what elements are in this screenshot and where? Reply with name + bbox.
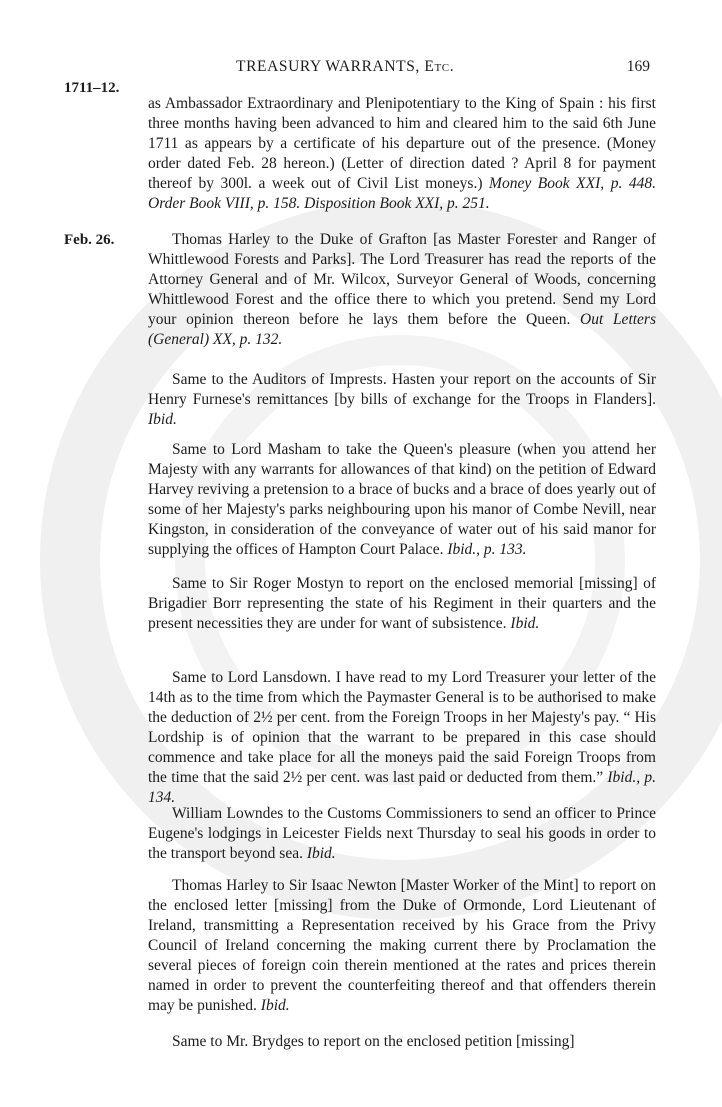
entry-text: Same to Lord Lansdown. I have read to my Lord Treasurer your letter of the 14th as to the time from which the Paymaster General is to be authorised to make the deduction of 2½ per cent. from the Foreign Troops in her Majesty's pay. “ His Lordship is of opinion that the warrant to be prepared in this case should commence and take place for all the moneys paid the said Foreign Troops from the time that the said 2½ per cent. was last paid or deducted from them.” <box>148 669 656 786</box>
entry-refs: Ibid. <box>260 997 290 1014</box>
entry-2 <box>148 370 656 430</box>
entry-5-paragraph <box>148 668 656 808</box>
entry-8-paragraph <box>148 1032 656 1052</box>
entry-refs: Ibid. <box>148 411 177 428</box>
entry-0 <box>148 94 656 214</box>
entry-8 <box>148 1032 656 1052</box>
entry-1-paragraph <box>148 230 656 350</box>
entry-refs: Ibid. <box>510 615 540 632</box>
entry-7-paragraph <box>148 876 656 1016</box>
entry-1 <box>148 230 656 350</box>
running-title <box>236 58 454 76</box>
entry-text: Thomas Harley to the Duke of Grafton [as Master Forester and Ranger of Whittlewood Forests and Parks]. The Lord Treasurer has read the reports of the Attorney General and of Mr. Wilcox, Surveyor General of Woods, concerning Whittlewood Forest and the office there to which you pretend. Send my Lord your opinion thereon before he lays them before the Queen. <box>148 231 656 328</box>
entry-refs: Ibid., p. 134. <box>148 769 656 806</box>
entry-7 <box>148 876 656 1016</box>
entry-text: Same to the Auditors of Imprests. Hasten your report on the accounts of Sir Henry Furnese's remittances [by bills of exchange for the Troops in Flanders]. <box>148 371 656 408</box>
entry-text: as Ambassador Extraordinary and Plenipotentiary to the King of Spain : his first three months having been advanced to him and cleared him to the said 6th June 1711 as appears by a certificate of his departure out of the presence. (Money order dated Feb. 28 hereon.) (Letter of direction dated ? April 8 for payment thereof by 300l. a week out of Civil List moneys.) <box>148 95 656 192</box>
entry-refs: Money Book XXI, p. 448. Order Book VIII, p. 158. Disposition Book XXI, p. 251. <box>148 175 657 212</box>
entry-refs: Ibid., p. 133. <box>447 541 527 558</box>
entry-text: Same to Lord Masham to take the Queen's pleasure (when you attend her Majesty with any warrants for allowances of that kind) on the petition of Edward Harvey reviving a pretension to a brace of bucks and a brace of does yearly out of some of her Majesty's parks neighbouring upon his manor of Combe Nevill, near Kingston, in consideration of the conveyance of water out of his said manor for supplying the offices of Hampton Court Palace. <box>148 441 656 558</box>
entry-3 <box>148 440 656 560</box>
entry-6-paragraph <box>148 804 656 864</box>
margin-year: 1711–12. <box>64 80 120 96</box>
entry-text: William Lowndes to the Customs Commissioners to send an officer to Prince Eugene's lodgings in Leicester Fields next Thursday to seal his goods in order to the transport beyond sea. <box>148 805 656 862</box>
entry-0-paragraph <box>148 94 656 214</box>
margin-date: Feb. 26. <box>64 232 115 248</box>
title-main: TREASURY WARRANTS, <box>236 58 420 75</box>
entry-2-paragraph <box>148 370 656 430</box>
page-number: 169 <box>626 58 650 75</box>
entry-5 <box>148 668 656 808</box>
entry-refs: Out Letters (General) XX, p. 132. <box>148 311 656 348</box>
entry-3-paragraph <box>148 440 656 560</box>
entry-refs: Ibid. <box>306 845 336 862</box>
entry-text: Same to Sir Roger Mostyn to report on the enclosed memorial [missing] of Brigadier Borr representing the state of his Regiment in their quarters and the present necessities they are under for want of subsistence. <box>148 575 656 632</box>
entry-4 <box>148 574 656 634</box>
entry-text: Same to Mr. Brydges to report on the enclosed petition [missing] <box>172 1033 575 1050</box>
running-header <box>0 58 722 96</box>
entry-4-paragraph <box>148 574 656 634</box>
entry-text: Thomas Harley to Sir Isaac Newton [Master Worker of the Mint] to report on the enclosed letter [missing] from the Duke of Ormonde, Lord Lieutenant of Ireland, transmitting a Representation received by his Grace from the Privy Council of Ireland concerning the making current there by Proclamation the several pieces of foreign coin therein mentioned at the rates and prices therein named in order to prevent the counterfeiting thereof and that offenders therein may be punished. <box>148 877 656 1014</box>
entry-6 <box>148 804 656 864</box>
title-etc: Etc. <box>424 58 455 75</box>
